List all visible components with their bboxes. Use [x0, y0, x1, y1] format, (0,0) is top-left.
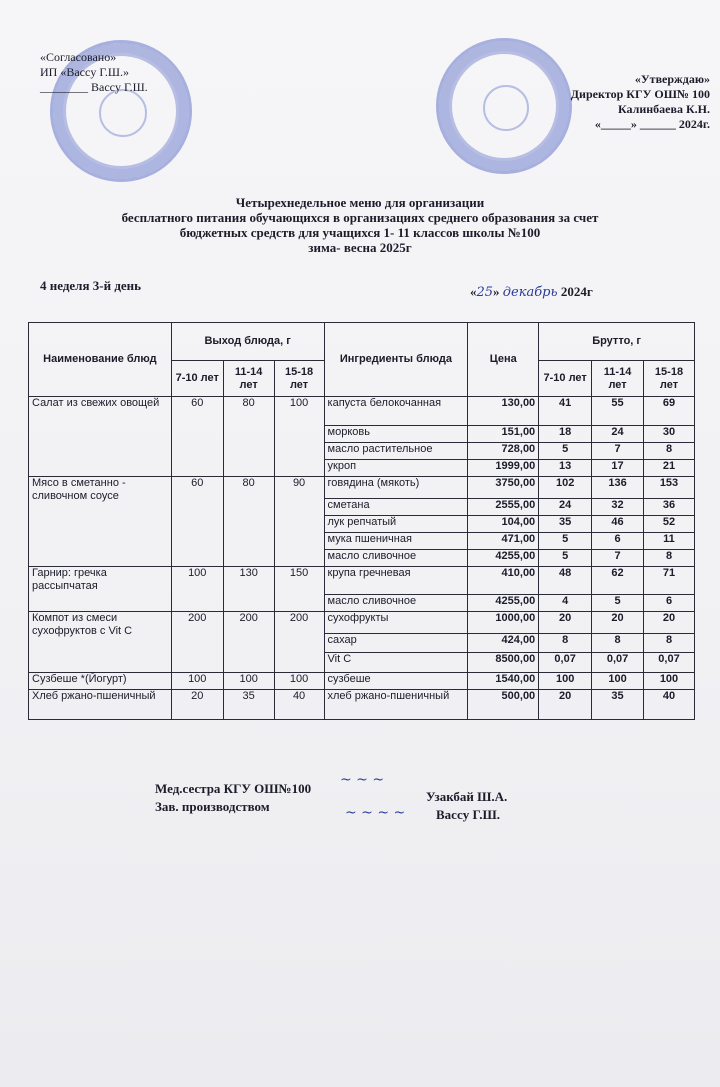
gross-weight: 5: [539, 550, 592, 567]
gross-weight: 100: [539, 673, 592, 690]
approval-block-left: [40, 50, 220, 95]
table-row: [29, 690, 695, 720]
ingredient-price: 1540,00: [468, 673, 539, 690]
signature-name: Васcу Г.Ш.: [436, 807, 501, 822]
dish-name: Компот из смеси сухофруктов с Vit C: [29, 612, 172, 673]
output-weight: 150: [274, 567, 324, 612]
ingredient-price: 471,00: [468, 533, 539, 550]
gross-weight: 100: [644, 673, 695, 690]
gross-weight: 8: [644, 443, 695, 460]
ingredient-name: морковь: [324, 426, 468, 443]
signature-roles: [155, 780, 311, 816]
output-weight: 35: [223, 690, 274, 720]
gross-weight: 8: [592, 634, 644, 653]
gross-weight: 8: [644, 634, 695, 653]
ingredient-name: хлеб ржано-пшеничный: [324, 690, 468, 720]
header-gross: Брутто, г: [539, 323, 695, 361]
header-ingredients: Ингредиенты блюда: [324, 323, 468, 397]
output-weight: 20: [171, 690, 223, 720]
document-title: [60, 195, 660, 255]
signature-role: Мед.сестра КГУ ОШ№100: [155, 781, 312, 796]
table-row: [29, 567, 695, 595]
title-line: бесплатного питания обучающихся в организациях среднего образования за счет: [121, 210, 599, 225]
gross-weight: 0,07: [539, 653, 592, 673]
output-weight: 100: [274, 397, 324, 477]
gross-weight: 20: [539, 612, 592, 634]
gross-weight: 69: [644, 397, 695, 426]
output-weight: 60: [171, 477, 223, 567]
gross-weight: 30: [644, 426, 695, 443]
menu-table-body: [29, 397, 695, 720]
gross-weight: 24: [539, 499, 592, 516]
signature-name: Узакбай Ш.А.: [426, 789, 508, 804]
gross-weight: 36: [644, 499, 695, 516]
ingredient-name: капуста белокочанная: [324, 397, 468, 426]
gross-weight: 17: [592, 460, 644, 477]
header-age: 15-18 лет: [274, 361, 324, 397]
ingredient-price: 130,00: [468, 397, 539, 426]
approval-right-line: «_____» ______ 2024г.: [594, 117, 710, 131]
ingredient-name: лук репчатый: [324, 516, 468, 533]
output-weight: 40: [274, 690, 324, 720]
gross-weight: 102: [539, 477, 592, 499]
ingredient-price: 728,00: [468, 443, 539, 460]
ingredient-name: сухофрукты: [324, 612, 468, 634]
approval-right-line: «Утверждаю»: [634, 72, 710, 86]
ingredient-price: 4255,00: [468, 595, 539, 612]
title-line: зима- весна 2025г: [308, 240, 412, 255]
output-weight: 200: [274, 612, 324, 673]
ingredient-name: масло растительное: [324, 443, 468, 460]
gross-weight: 35: [539, 516, 592, 533]
output-weight: 60: [171, 397, 223, 477]
ingredient-price: 500,00: [468, 690, 539, 720]
ingredient-price: 151,00: [468, 426, 539, 443]
gross-weight: 20: [592, 612, 644, 634]
ingredient-name: крупа гречневая: [324, 567, 468, 595]
approval-left-line: «Согласовано»: [40, 50, 117, 64]
gross-weight: 20: [539, 690, 592, 720]
date-month: декабрь: [502, 285, 558, 300]
table-row: [29, 612, 695, 634]
header-dish: Наименование блюд: [29, 323, 172, 397]
ingredient-name: сахар: [324, 634, 468, 653]
gross-weight: 13: [539, 460, 592, 477]
output-weight: 100: [171, 567, 223, 612]
output-weight: 80: [223, 477, 274, 567]
ingredient-name: сметана: [324, 499, 468, 516]
date-year: 2024г: [560, 284, 593, 299]
ingredient-name: масло сливочное: [324, 595, 468, 612]
ingredient-price: 3750,00: [468, 477, 539, 499]
gross-weight: 8: [644, 550, 695, 567]
gross-weight: 7: [592, 443, 644, 460]
header-age: 7-10 лет: [539, 361, 592, 397]
gross-weight: 5: [539, 533, 592, 550]
week-day-label: 4 неделя 3-й день: [40, 278, 142, 293]
gross-weight: 4: [539, 595, 592, 612]
title-line: Четырехнедельное меню для организации: [235, 195, 485, 210]
dish-name: Салат из свежих овощей: [29, 397, 172, 477]
signature-role: Зав. производством: [155, 799, 270, 814]
ingredient-price: 410,00: [468, 567, 539, 595]
output-weight: 130: [223, 567, 274, 612]
ingredient-name: Vit C: [324, 653, 468, 673]
ingredient-name: мука пшеничная: [324, 533, 468, 550]
gross-weight: 0,07: [644, 653, 695, 673]
gross-weight: 48: [539, 567, 592, 595]
gross-weight: 5: [592, 595, 644, 612]
gross-weight: 71: [644, 567, 695, 595]
dish-name: Хлеб ржано-пшеничный: [29, 690, 172, 720]
gross-weight: 40: [644, 690, 695, 720]
table-row: [29, 397, 695, 426]
date-mid: »: [493, 284, 500, 299]
ingredient-price: 4255,00: [468, 550, 539, 567]
menu-table: [28, 322, 695, 720]
ingredient-price: 2555,00: [468, 499, 539, 516]
signature-names: [426, 788, 507, 824]
ingredient-price: 424,00: [468, 634, 539, 653]
output-weight: 80: [223, 397, 274, 477]
gross-weight: 55: [592, 397, 644, 426]
ingredient-name: масло сливочное: [324, 550, 468, 567]
gross-weight: 100: [592, 673, 644, 690]
ingredient-price: 1999,00: [468, 460, 539, 477]
table-row: [29, 673, 695, 690]
gross-weight: 20: [644, 612, 695, 634]
header-age: 11-14 лет: [223, 361, 274, 397]
header-age: 11-14 лет: [592, 361, 644, 397]
gross-weight: 0,07: [592, 653, 644, 673]
output-weight: 100: [171, 673, 223, 690]
gross-weight: 24: [592, 426, 644, 443]
handwritten-signature: ~ ~ ~ ~: [345, 805, 406, 821]
dish-name: Мясо в сметанно - сливочном соусе: [29, 477, 172, 567]
date-prefix: «: [470, 284, 477, 299]
gross-weight: 11: [644, 533, 695, 550]
gross-weight: 8: [539, 634, 592, 653]
approval-left-line: ________ Васcу Г.Ш.: [40, 80, 148, 94]
gross-weight: 136: [592, 477, 644, 499]
gross-weight: 35: [592, 690, 644, 720]
output-weight: 200: [171, 612, 223, 673]
ingredient-name: укроп: [324, 460, 468, 477]
ingredient-price: 1000,00: [468, 612, 539, 634]
gross-weight: 153: [644, 477, 695, 499]
header-age: 7-10 лет: [171, 361, 223, 397]
header-age: 15-18 лет: [644, 361, 695, 397]
gross-weight: 32: [592, 499, 644, 516]
gross-weight: 52: [644, 516, 695, 533]
gross-weight: 5: [539, 443, 592, 460]
gross-weight: 21: [644, 460, 695, 477]
ingredient-price: 8500,00: [468, 653, 539, 673]
ingredient-price: 104,00: [468, 516, 539, 533]
gross-weight: 18: [539, 426, 592, 443]
title-line: бюджетных средств для учащихся 1- 11 классов школы №100: [179, 225, 541, 240]
header-price: Цена: [468, 323, 539, 397]
ingredient-name: говядина (мякоть): [324, 477, 468, 499]
approval-block-right: [470, 72, 710, 132]
header-output: Выход блюда, г: [171, 323, 324, 361]
gross-weight: 6: [644, 595, 695, 612]
gross-weight: 41: [539, 397, 592, 426]
dish-name: Сузбеше *(Йогурт): [29, 673, 172, 690]
gross-weight: 6: [592, 533, 644, 550]
gross-weight: 46: [592, 516, 644, 533]
output-weight: 200: [223, 612, 274, 673]
ingredient-name: сузбеше: [324, 673, 468, 690]
approval-right-line: Директор КГУ ОШ№ 100: [570, 87, 710, 101]
handwritten-signature: ~ ~ ~: [340, 772, 385, 788]
output-weight: 100: [274, 673, 324, 690]
approval-left-line: ИП «Васcу Г.Ш.»: [40, 65, 130, 79]
output-weight: 100: [223, 673, 274, 690]
output-weight: 90: [274, 477, 324, 567]
table-row: [29, 477, 695, 499]
date-day: 25: [476, 285, 494, 300]
menu-date: [470, 284, 593, 300]
approval-right-line: Калинбаева К.Н.: [617, 102, 710, 116]
dish-name: Гарнир: гречка рассыпчатая: [29, 567, 172, 612]
gross-weight: 7: [592, 550, 644, 567]
gross-weight: 62: [592, 567, 644, 595]
